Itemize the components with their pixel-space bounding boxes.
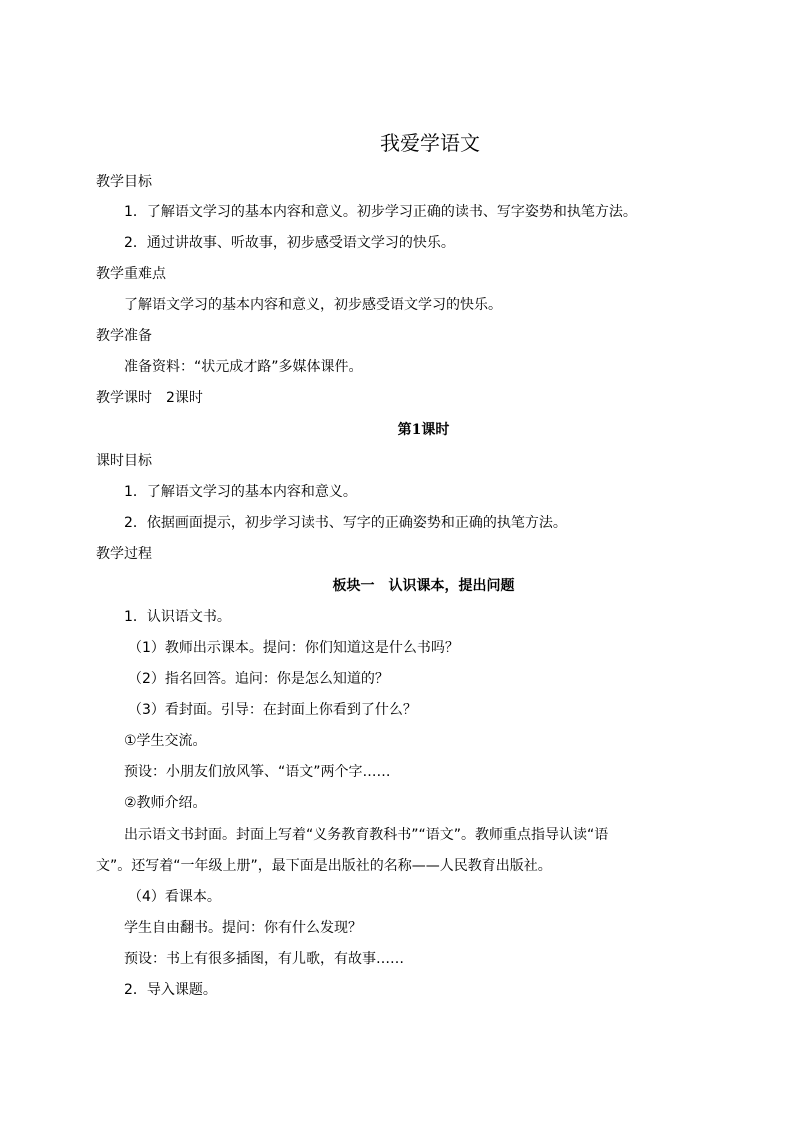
question-4: （4）看课本。 — [128, 889, 221, 905]
question-3a-preset: 预设：小朋友们放风筝、“语文”两个字…… — [124, 764, 391, 780]
step-1: 1．认识语文书。 — [124, 609, 231, 625]
section-heading: 板块一 认识课本，提出问题 — [332, 578, 515, 594]
periods-line: 教学课时 2课时 — [96, 390, 203, 406]
question-3b: ②教师介绍。 — [124, 795, 207, 811]
question-2: （2）指名回答。追问：你是怎么知道的？ — [128, 671, 389, 687]
cover-text-line-2: 文”。还写着“一年级上册”，最下面是出版社的名称——人民教育出版社。 — [96, 858, 552, 874]
document-title: 我爱学语文 — [380, 131, 480, 155]
preparation-text: 准备资料：“状元成才路”多媒体课件。 — [124, 359, 363, 375]
objective-item-2: 2．通过讲故事、听故事，初步感受语文学习的快乐。 — [124, 235, 455, 251]
question-3a: ①学生交流。 — [124, 733, 207, 749]
cover-text-line-1: 出示语文书封面。封面上写着“义务教育教科书”“语文”。教师重点指导认读“语 — [124, 827, 609, 843]
lesson-heading: 第1课时 — [397, 422, 450, 438]
question-4-text: 学生自由翻书。提问：你有什么发现？ — [124, 920, 362, 936]
process-heading: 教学过程 — [96, 546, 152, 562]
lesson-objective-1: 1．了解语文学习的基本内容和意义。 — [124, 484, 357, 500]
question-3: （3）看封面。引导：在封面上你看到了什么？ — [128, 702, 417, 718]
keypoints-heading: 教学重难点 — [96, 266, 166, 282]
question-4-preset: 预设：书上有很多插图，有儿歌，有故事…… — [124, 951, 404, 967]
step-2: 2．导入课题。 — [124, 982, 217, 998]
lesson-objective-2: 2．依据画面提示，初步学习读书、写字的正确姿势和正确的执笔方法。 — [124, 515, 567, 531]
objective-item-1: 1．了解语文学习的基本内容和意义。初步学习正确的读书、写字姿势和执笔方法。 — [124, 204, 637, 220]
question-1: （1）教师出示课本。提问：你们知道这是什么书吗？ — [128, 640, 459, 656]
objectives-heading: 教学目标 — [96, 174, 152, 190]
lesson-objectives-heading: 课时目标 — [96, 453, 152, 469]
keypoints-text: 了解语文学习的基本内容和意义，初步感受语文学习的快乐。 — [124, 297, 502, 313]
preparation-heading: 教学准备 — [96, 328, 152, 344]
